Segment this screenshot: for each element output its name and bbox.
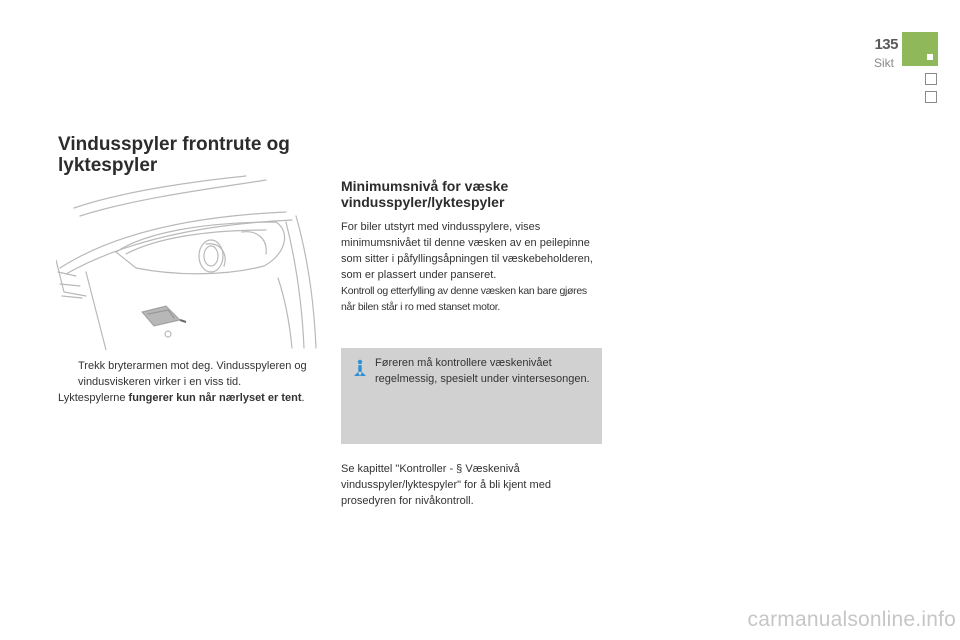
page-title: Vindusspyler frontrute og lyktespyler <box>58 134 290 176</box>
page-number: 135 <box>874 36 898 53</box>
note-text: Føreren må kontrollere væskenivået regelmessig, spesielt under vintersesongen. <box>375 357 590 385</box>
watermark: carmanualsonline.info <box>747 608 956 631</box>
paragraph-1: For biler utstyrt med vindusspylere, vises minimumsnivået til denne væsken av en peilepinne som sitter i påfyllingsåpningen til væskebeholderen, som er plassert under panseret. <box>341 221 593 281</box>
chapter-tab <box>902 32 938 66</box>
reference-paragraph: Se kapittel "Kontroller - § Væskenivå vindusspyler/lyktespyler" for å bli kjent med prosedyren for nivåkontroll. <box>341 463 551 507</box>
level-description <box>341 219 603 315</box>
paragraph-1b: Kontroll og etterfylling av denne væsken kan bare gjøres når bilen står i ro med stanset motor. <box>341 285 587 313</box>
headlamp-note <box>58 390 316 406</box>
bullet-text: Trekk bryterarmen mot deg. Vindusspyleren og vindusviskeren virker i en viss tid. <box>78 360 307 388</box>
info-icon <box>351 359 369 377</box>
tab-marker <box>927 54 933 60</box>
headlamp-suffix: . <box>301 392 305 404</box>
bullet-symbol <box>58 358 78 390</box>
headlamp-prefix: Lyktespylerne <box>58 392 129 404</box>
section-heading: Minimumsnivå for væske vindusspyler/lyktespyler <box>341 178 509 210</box>
headlamp-bold: fungerer kun når nærlyset er tent <box>128 392 302 404</box>
section-label: Sikt <box>873 56 894 70</box>
headlamp-washer-illustration <box>56 172 320 350</box>
tab-box-2 <box>925 91 937 103</box>
tab-box-1 <box>925 73 937 85</box>
bullet-item <box>58 358 316 390</box>
info-note-box <box>341 348 602 444</box>
instruction-block <box>58 358 316 406</box>
